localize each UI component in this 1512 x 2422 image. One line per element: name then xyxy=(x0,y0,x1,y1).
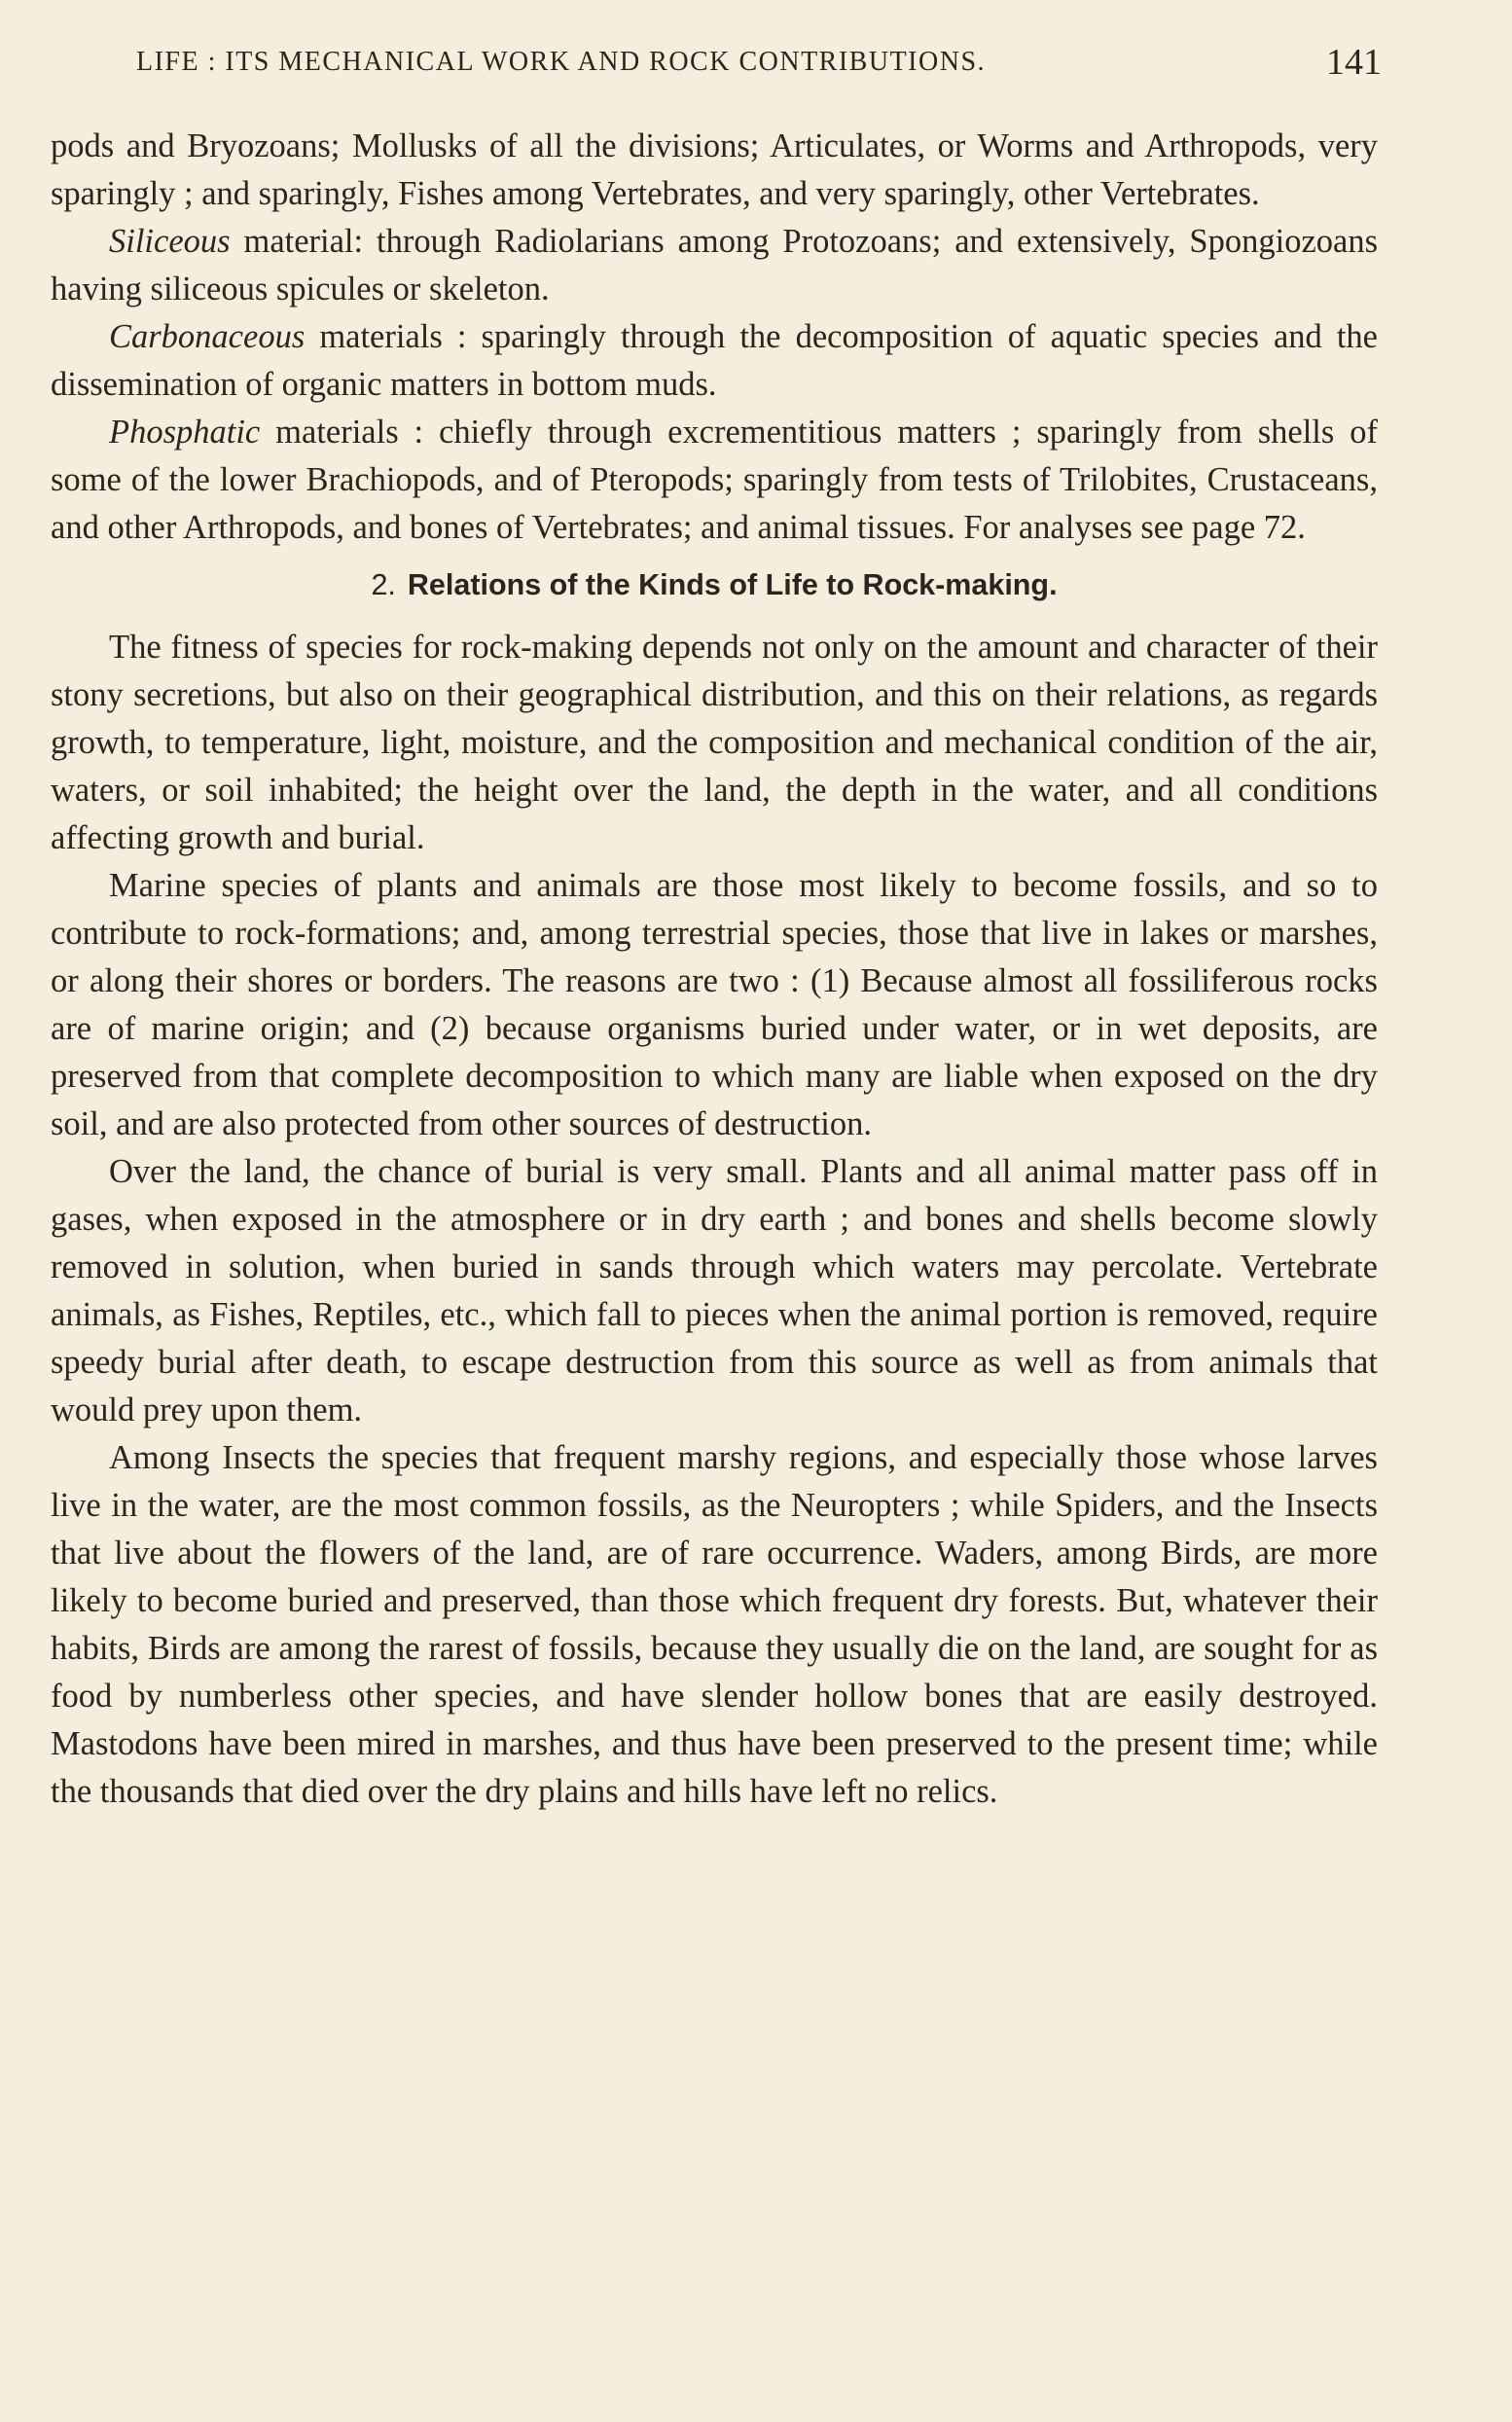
section-title: Relations of the Kinds of Life to Rock-making. xyxy=(407,568,1058,601)
paragraph-siliceous-text: material: through Radiolarians among Protozoans; and extensively, Spongiozoans having siliceous spicules or skeleton. xyxy=(51,223,1378,307)
term-phosphatic: Phosphatic xyxy=(109,414,261,451)
section-heading xyxy=(51,565,1378,604)
page-number: 141 xyxy=(1326,42,1382,83)
section-number: 2. xyxy=(371,568,396,601)
paragraph-carbonaceous-text: materials : sparingly through the decomposition of aquatic species and the dissemination of organic matters in bottom muds. xyxy=(51,318,1378,403)
paragraph-carbonaceous xyxy=(51,313,1378,409)
paragraph-fitness: The fitness of species for rock-making depends not only on the amount and character of their stony secretions, but also on their geographical distribution, and this on their relations, as regards growth, to temperature, light, moisture, and the composition and mechanical condition of the air, waters, or soil inhabited; the height over the land, the depth in the water, and all conditions affecting growth and burial. xyxy=(51,629,1378,856)
paragraph-siliceous xyxy=(51,218,1378,313)
running-head: LIFE : ITS MECHANICAL WORK AND ROCK CONTRIBUTIONS. xyxy=(136,47,987,77)
term-siliceous: Siliceous xyxy=(109,223,231,260)
paragraph-over-the-land: Over the land, the chance of burial is very small. Plants and all animal matter pass off in gases, when exposed in the atmosphere or in dry earth ; and bones and shells become slowly removed in solution, when buried in sands through which waters may percolate. Vertebrate animals, as Fishes, Reptiles, etc., which fall to pieces when the animal portion is removed, require speedy burial after death, to escape destruction from this source as well as from animals that would prey upon them. xyxy=(51,1153,1378,1428)
paragraph-phosphatic-text: materials : chiefly through excrementitious matters ; sparingly from shells of some of the lower Brachiopods, and of Pteropods; sparingly from tests of Trilobites, Crustaceans, and other Arthropods, and bones of Vertebrates; and animal tissues. For analyses see page 72. xyxy=(51,414,1378,546)
term-carbonaceous: Carbonaceous xyxy=(109,318,306,355)
page-body xyxy=(51,123,1378,1816)
paragraph-continued: pods and Bryozoans; Mollusks of all the divisions; Articulates, or Worms and Arthropods, very sparingly ; and sparingly, Fishes among Vertebrates, and very sparingly, other Vertebrates. xyxy=(51,127,1378,212)
paragraph-insects: Among Insects the species that frequent marshy regions, and especially those whose larves live in the water, are the most common fossils, as the Neuropters ; while Spiders, and the Insects that live about the flowers of the land, are of rare occurrence. Waders, among Birds, are more likely to become buried and preserved, than those which frequent dry forests. But, whatever their habits, Birds are among the rarest of fossils, because they usually die on the land, are sought for as food by numberless other species, and have slender hollow bones that are easily destroyed. Mastodons have been mired in marshes, and thus have been preserved to the present time; while the thousands that died over the dry plains and hills have left no relics. xyxy=(51,1439,1378,1810)
paragraph-marine-species: Marine species of plants and animals are those most likely to become fossils, and so to contribute to rock-formations; and, among terrestrial species, those that live in lakes or marshes, or along their shores or borders. The reasons are two : (1) Because almost all fossiliferous rocks are of marine origin; and (2) because organisms buried under water, or in wet deposits, are preserved from that complete decomposition to which many are liable when exposed on the dry soil, and are also protected from other sources of destruction. xyxy=(51,867,1378,1142)
paragraph-phosphatic xyxy=(51,409,1378,552)
page-header xyxy=(136,41,1382,95)
